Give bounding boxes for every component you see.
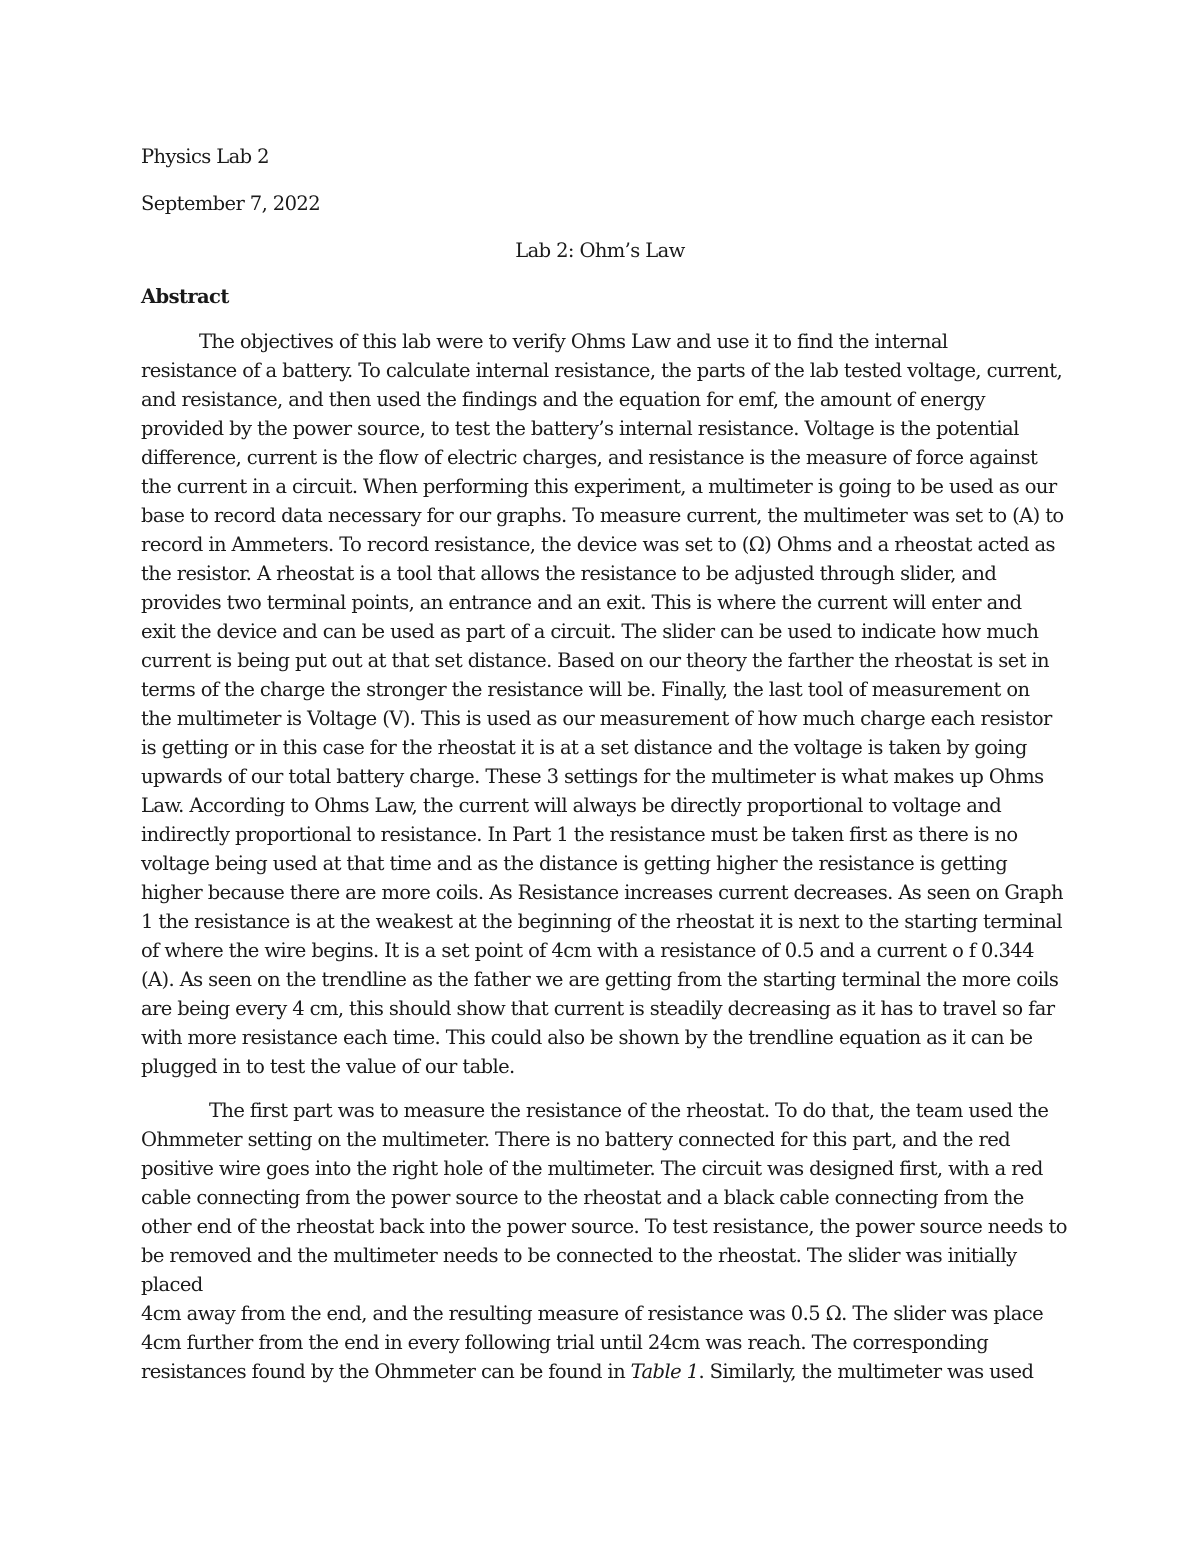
- paragraph-line: of where the wire begins. It is a set point of 4cm with a resistance of 0.5 and a current o f 0.344: [141, 939, 1034, 962]
- paragraph-line: the resistor. A rheostat is a tool that allows the resistance to be adjusted through slider, and: [141, 562, 997, 585]
- paragraph-line: terms of the charge the stronger the resistance will be. Finally, the last tool of measurement on: [141, 678, 1030, 701]
- paragraph-line: cable connecting from the power source to the rheostat and a black cable connecting from the: [141, 1186, 1024, 1209]
- paragraph-line: provides two terminal points, an entrance and an exit. This is where the current will enter and: [141, 591, 1022, 614]
- report-date: September 7, 2022: [141, 192, 321, 215]
- table-1-reference: Table 1: [630, 1360, 699, 1383]
- course-name: Physics Lab 2: [141, 145, 269, 168]
- line-text-before: resistances found by the Ohmmeter can be found in: [141, 1360, 631, 1383]
- paragraph-line: (A). As seen on the trendline as the father we are getting from the starting terminal the more coils: [141, 968, 1059, 991]
- paragraph-line: are being every 4 cm, this should show that current is steadily decreasing as it has to travel so far: [141, 997, 1055, 1020]
- paragraph-line: positive wire goes into the right hole of the multimeter. The circuit was designed first, with a red: [141, 1157, 1043, 1180]
- paragraph-line: The objectives of this lab were to verify Ohms Law and use it to find the internal: [199, 330, 948, 353]
- paragraph-line: difference, current is the flow of electric charges, and resistance is the measure of force against: [141, 446, 1038, 469]
- paragraph-line: be removed and the multimeter needs to be connected to the rheostat. The slider was initially: [141, 1244, 1017, 1267]
- paragraph-line: and resistance, and then used the findings and the equation for emf, the amount of energy: [141, 388, 985, 411]
- paragraph-line: voltage being used at that time and as the distance is getting higher the resistance is getting: [141, 852, 1008, 875]
- paragraph-line: current is being put out at that set distance. Based on our theory the farther the rheostat is set in: [141, 649, 1049, 672]
- paragraph-line: resistance of a battery. To calculate internal resistance, the parts of the lab tested voltage, current,: [141, 359, 1063, 382]
- paragraph-line: the current in a circuit. When performing this experiment, a multimeter is going to be used as our: [141, 475, 1057, 498]
- paragraph-line: 1 the resistance is at the weakest at the beginning of the rheostat it is next to the starting terminal: [141, 910, 1063, 933]
- paragraph-line: other end of the rheostat back into the power source. To test resistance, the power source needs to: [141, 1215, 1067, 1238]
- paragraph-line: upwards of our total battery charge. These 3 settings for the multimeter is what makes up Ohms: [141, 765, 1044, 788]
- paragraph-line: indirectly proportional to resistance. In Part 1 the resistance must be taken first as there is no: [141, 823, 1018, 846]
- paragraph-line: 4cm away from the end, and the resulting measure of resistance was 0.5 Ω. The slider was place: [141, 1302, 1044, 1325]
- paragraph-line: base to record data necessary for our graphs. To measure current, the multimeter was set to (A) to: [141, 504, 1064, 527]
- abstract-heading: Abstract: [141, 285, 229, 308]
- paragraph-line: is getting or in this case for the rheostat it is at a set distance and the voltage is taken by going: [141, 736, 1027, 759]
- paragraph-line: provided by the power source, to test the battery’s internal resistance. Voltage is the potential: [141, 417, 1019, 440]
- paragraph-line: exit the device and can be used as part of a circuit. The slider can be used to indicate how much: [141, 620, 1039, 643]
- paragraph-line: record in Ammeters. To record resistance, the device was set to (Ω) Ohms and a rheostat acted as: [141, 533, 1055, 556]
- report-title: Lab 2: Ohm’s Law: [515, 239, 685, 262]
- paragraph-line: Ohmmeter setting on the multimeter. There is no battery connected for this part, and the red: [141, 1128, 1011, 1151]
- paragraph-line: The first part was to measure the resistance of the rheostat. To do that, the team used the: [209, 1099, 1049, 1122]
- paragraph-line: plugged in to test the value of our table.: [141, 1055, 515, 1078]
- line-text-after: . Similarly, the multimeter was used: [698, 1360, 1034, 1383]
- paragraph-line-with-table-reference: [141, 1357, 1033, 1386]
- paragraph-line: higher because there are more coils. As Resistance increases current decreases. As seen on Graph: [141, 881, 1063, 904]
- paragraph-line: with more resistance each time. This could also be shown by the trendline equation as it can be: [141, 1026, 1033, 1049]
- paragraph-line: 4cm further from the end in every following trial until 24cm was reach. The corresponding: [141, 1331, 989, 1354]
- paragraph-line: the multimeter is Voltage (V). This is used as our measurement of how much charge each resistor: [141, 707, 1052, 730]
- paragraph-line: placed: [141, 1273, 203, 1296]
- paragraph-line: Law. According to Ohms Law, the current will always be directly proportional to voltage and: [141, 794, 1002, 817]
